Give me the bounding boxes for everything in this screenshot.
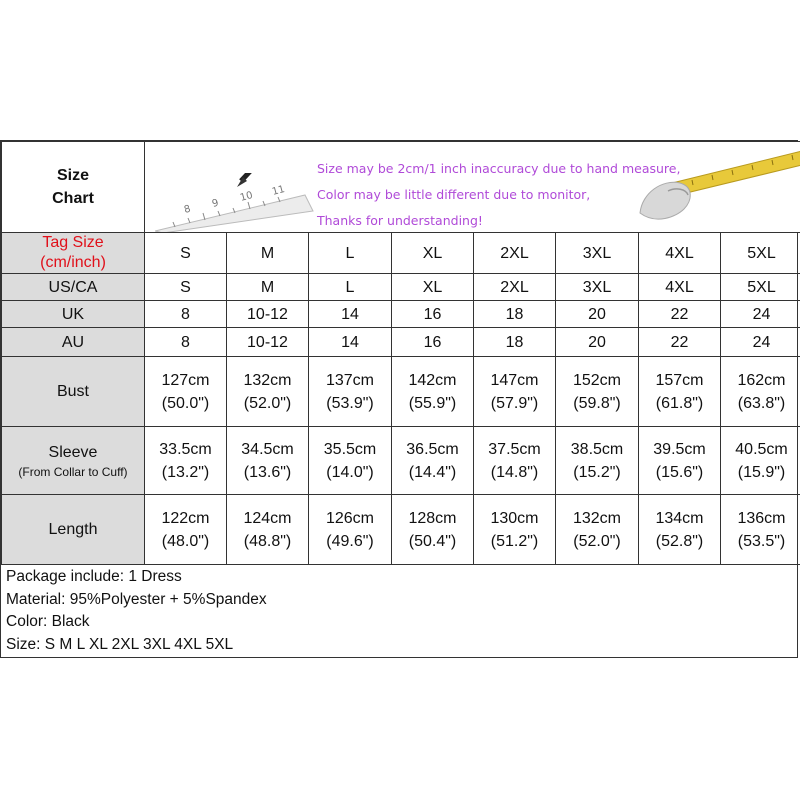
package-include-text: Package include: 1 Dress (6, 568, 182, 585)
us-ca-row (2, 274, 800, 301)
length-cell (309, 495, 392, 565)
measurement-banner (145, 142, 800, 233)
length-inch: (49.6") (326, 532, 374, 550)
au-row (2, 328, 800, 357)
bust-inch: (59.8") (573, 394, 621, 412)
bust-cell (721, 357, 800, 427)
length-inch: (48.8") (243, 532, 292, 550)
bust-cm: 162cm (737, 371, 786, 389)
sleeve-cm: 34.5cm (241, 440, 294, 458)
size-chart-table (1, 141, 800, 565)
bust-cell (392, 357, 474, 427)
ruler-pencil-illustration (155, 173, 315, 232)
sleeve-inch: (13.2") (161, 463, 210, 481)
ruler-tick-8: 8 (182, 203, 192, 216)
product-details (1, 566, 797, 657)
length-cell (392, 495, 474, 565)
bust-inch: (52.0") (243, 394, 292, 412)
bust-inch: (55.9") (408, 394, 457, 412)
sleeve-cell (392, 427, 474, 495)
us-size-cell: 4XL (639, 274, 721, 301)
bust-cm: 127cm (161, 371, 210, 389)
title-line-2: Chart (52, 190, 94, 207)
sleeve-cell (309, 427, 392, 495)
us-size-cell: XL (392, 274, 474, 301)
material-text: Material: 95%Polyester + 5%Spandex (6, 590, 267, 608)
tag-size-4xl: 4XL (639, 233, 721, 274)
bust-cell (309, 357, 392, 427)
tag-size-label-line2: (cm/inch) (40, 254, 106, 271)
au-label: AU (2, 328, 145, 357)
header-row (2, 142, 800, 233)
bust-cm: 137cm (325, 371, 375, 389)
sleeve-cm: 38.5cm (570, 440, 624, 458)
bust-inch: (63.8") (737, 394, 786, 412)
length-inch: (52.0") (573, 532, 621, 550)
measuring-tape-hand-illustration (632, 143, 800, 232)
sleeve-cell (474, 427, 556, 495)
bust-inch: (50.0") (161, 394, 210, 412)
length-cell (145, 495, 227, 565)
length-inch: (53.5") (737, 532, 786, 550)
length-inch: (51.2") (490, 532, 539, 550)
note-color: Color may be little different due to monitor, (317, 186, 591, 202)
length-cell (721, 495, 800, 565)
bust-cell (474, 357, 556, 427)
us-size-cell: 5XL (721, 274, 800, 301)
sleeve-inch: (14.0") (326, 463, 374, 481)
tag-size-2xl: 2XL (474, 233, 556, 274)
sleeve-label-text: Sleeve (48, 444, 98, 461)
tag-size-label-line1: Tag Size (42, 234, 104, 251)
us-size-cell: 3XL (556, 274, 639, 301)
length-inch: (48.0") (161, 532, 210, 550)
bust-cm: 132cm (243, 371, 292, 389)
au-size-cell: 20 (556, 328, 639, 357)
au-size-cell: 18 (474, 328, 556, 357)
uk-size-cell: 24 (721, 301, 800, 328)
length-cm: 130cm (490, 509, 539, 527)
note-thanks: Thanks for understanding! (317, 212, 483, 228)
uk-row (2, 301, 800, 328)
color-text: Color: Black (6, 613, 90, 630)
sleeve-cell (227, 427, 309, 495)
sleeve-sublabel: (From Collar to Cuff) (18, 465, 128, 479)
sleeve-cm: 39.5cm (653, 440, 706, 458)
tag-size-xl: XL (392, 233, 474, 274)
tag-size-s: S (145, 233, 227, 274)
sleeve-cm: 40.5cm (735, 440, 788, 458)
au-size-cell: 24 (721, 328, 800, 357)
length-cm: 134cm (655, 509, 704, 527)
au-size-cell: 16 (392, 328, 474, 357)
sleeve-label (2, 427, 145, 495)
sleeve-cm: 37.5cm (488, 440, 541, 458)
note-accuracy: Size may be 2cm/1 inch inaccuracy due to hand measure, (317, 160, 681, 176)
sleeve-cell (556, 427, 639, 495)
sleeve-inch: (13.6") (243, 463, 292, 481)
au-size-cell: 22 (639, 328, 721, 357)
sleeve-inch: (15.9") (737, 463, 786, 481)
au-size-cell: 14 (309, 328, 392, 357)
length-cell (639, 495, 721, 565)
uk-size-cell: 14 (309, 301, 392, 328)
au-size-cell: 8 (145, 328, 227, 357)
tag-size-m: M (227, 233, 309, 274)
us-size-cell: S (145, 274, 227, 301)
title-line-1: Size (56, 167, 89, 184)
size-list-text: Size: S M L XL 2XL 3XL 4XL 5XL (6, 635, 234, 653)
length-cell (556, 495, 639, 565)
uk-size-cell: 18 (474, 301, 556, 328)
length-cm: 132cm (572, 509, 622, 527)
sleeve-cell (639, 427, 721, 495)
ruler-tick-9: 9 (210, 197, 220, 210)
length-cm: 126cm (325, 509, 375, 527)
uk-size-cell: 16 (392, 301, 474, 328)
length-cell (227, 495, 309, 565)
length-cm: 122cm (161, 509, 210, 527)
uk-size-cell: 20 (556, 301, 639, 328)
sleeve-inch: (15.2") (573, 463, 621, 481)
tag-size-row (2, 233, 800, 274)
bust-cell (227, 357, 309, 427)
sleeve-row (2, 427, 800, 495)
sleeve-inch: (14.8") (490, 463, 539, 481)
bust-inch: (57.9") (490, 394, 539, 412)
tag-size-5xl: 5XL (721, 233, 800, 274)
size-chart-title (2, 142, 145, 233)
uk-size-cell: 22 (639, 301, 721, 328)
sleeve-cell (145, 427, 227, 495)
size-chart-sheet (0, 140, 798, 658)
length-inch: (50.4") (408, 532, 457, 550)
bust-inch: (61.8") (655, 394, 704, 412)
sleeve-inch: (14.4") (408, 463, 457, 481)
sleeve-cm: 33.5cm (159, 440, 212, 458)
length-cm: 128cm (408, 509, 457, 527)
sleeve-cell (721, 427, 800, 495)
sleeve-cm: 35.5cm (323, 440, 377, 458)
bust-row (2, 357, 800, 427)
uk-label: UK (2, 301, 145, 328)
length-row (2, 495, 800, 565)
tag-size-3xl: 3XL (556, 233, 639, 274)
sleeve-cm: 36.5cm (406, 440, 459, 458)
length-cell (474, 495, 556, 565)
bust-cell (145, 357, 227, 427)
length-inch: (52.8") (655, 532, 704, 550)
sleeve-inch: (15.6") (655, 463, 704, 481)
bust-cell (556, 357, 639, 427)
bust-cm: 152cm (572, 371, 622, 389)
tag-size-label (2, 233, 145, 274)
uk-size-cell: 10-12 (227, 301, 309, 328)
ruler-tick-10: 10 (238, 189, 255, 204)
ruler-tick-11: 11 (270, 183, 287, 198)
us-size-cell: L (309, 274, 392, 301)
uk-size-cell: 8 (145, 301, 227, 328)
bust-cell (639, 357, 721, 427)
tag-size-l: L (309, 233, 392, 274)
length-label: Length (2, 495, 145, 565)
bust-cm: 147cm (490, 371, 539, 389)
us-size-cell: 2XL (474, 274, 556, 301)
bust-inch: (53.9") (326, 394, 374, 412)
length-cm: 124cm (243, 509, 292, 527)
bust-label: Bust (2, 357, 145, 427)
us-ca-label: US/CA (2, 274, 145, 301)
length-cm: 136cm (737, 509, 786, 527)
us-size-cell: M (227, 274, 309, 301)
bust-cm: 142cm (408, 371, 457, 389)
au-size-cell: 10-12 (227, 328, 309, 357)
bust-cm: 157cm (655, 371, 704, 389)
